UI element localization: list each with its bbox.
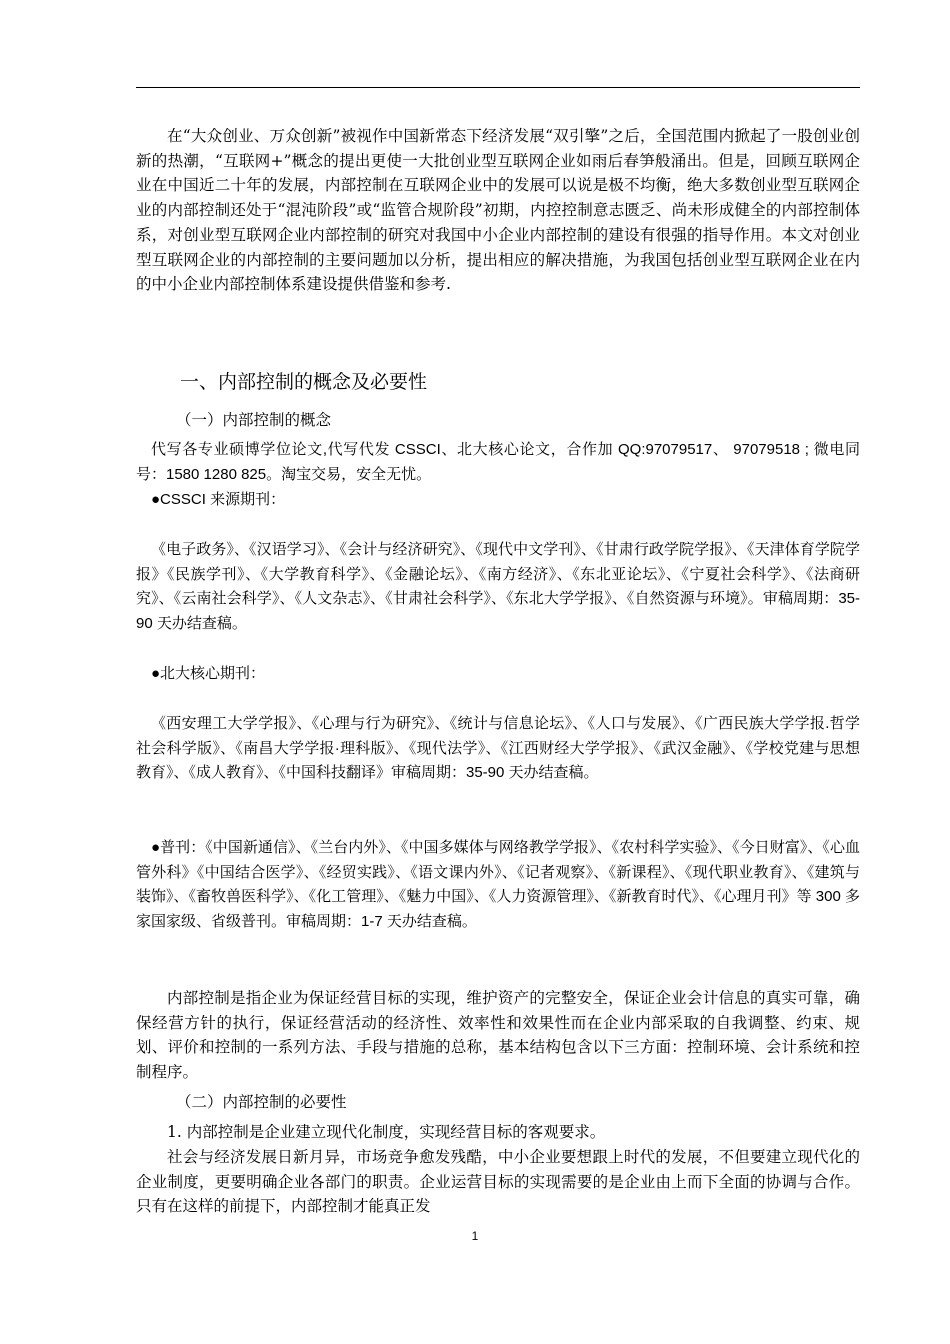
- intro-paragraph: 在“大众创业、万众创新”被视作中国新常态下经济发展“双引擎”之后，全国范围内掀起了一股创业创新的热潮，“互联网+”概念的提出更使一大批创业型互联网企业如雨后春笋般涌出。但是，回顾互联网企业在中国近二十年的发展，内部控制在互联网企业中的发展可以说是极不均衡，绝大多数创业型互联网企业的内部控制还处于“混沌阶段”或“监管合规阶段”初期，内控控制意志匮乏、尚未形成健全的内部控制体系，对创业型互联网企业内部控制的研究对我国中小企业内部控制的建设有很强的指导作用。本文对创业型互联网企业的内部控制的主要问题加以分析，提出相应的解决措施，为我国包括创业型互联网企业在内的中小企业内部控制体系建设提供借鉴和参考.: [136, 127, 860, 294]
- general-journal-list: ●普刊：《中国新通信》、《兰台内外》、《中国多媒体与网络教学学报》、《农村科学实验》、《今日财富》、《心血管外科》《中国结合医学》、《经贸实践》、《语文课内外》、《记者观察》、《新课程》、《现代职业教育》、《建筑与装饰》、《畜牧兽医科学》、《化工管理》、《魅力中国》、《人力资源管理》、《新教育时代》、《心理月刊》等 300 多家国家级、省级普刊。审稿周期：1-7 天办结查稿。: [136, 839, 860, 931]
- cssci-journal-list: 《电子政务》、《汉语学习》、《会计与经济研究》、《现代中文学刊》、《甘肃行政学院学报》、《天津体育学院学报》《民族学刊》、《大学教育科学》、《金融论坛》、《南方经济》、《东北亚论坛》、《宁夏社会科学》、《法商研究》、《云南社会科学》、《人文杂志》、《甘肃社会科学》、《东北大学学报》、《自然资源与环境》。审稿周期：35-90 天办结查稿。: [136, 541, 860, 633]
- point-1-heading: 1. 内部控制是企业建立现代化制度，实现经营目标的客观要求。: [167, 1123, 606, 1141]
- point-1-body: 社会与经济发展日新月异，市场竞争愈发残酷，中小企业要想跟上时代的发展，不但要建立现代化的企业制度，更要明确企业各部门的职责。企业运营目标的实现需要的是企业由上而下全面的协调与合作。只有在这样的前提下，内部控制才能真正发: [136, 1148, 860, 1216]
- subsection-heading-2: （二）内部控制的必要性: [176, 1093, 347, 1111]
- header-rule: [136, 87, 860, 88]
- ad-paragraph: 代写各专业硕博学位论文,代写代发 CSSCI、北大核心论文，合作加 QQ:97079517、 97079518 ; 微电同号：1580 1280 825。淘宝交易，安全无忧。: [136, 441, 860, 483]
- section-heading: 一、内部控制的概念及必要性: [180, 371, 428, 393]
- pku-journal-list: 《西安理工大学学报》、《心理与行为研究》、《统计与信息论坛》、《人口与发展》、《广西民族大学学报.哲学社会科学版》、《南昌大学学报·理科版》、《现代法学》、《江西财经大学学报》、《武汉金融》、《学校党建与思想教育》、《成人教育》、《中国科技翻译》审稿周期：35-90 天办结查稿。: [136, 715, 860, 782]
- definition-paragraph: 内部控制是指企业为保证经营目标的实现，维护资产的完整安全，保证企业会计信息的真实可靠，确保经营方针的执行，保证经营活动的经济性、效率性和效果性而在企业内部采取的自我调整、约束、规划、评价和控制的一系列方法、手段与措施的总称，基本结构包含以下三方面：控制环境、会计系统和控制程序。: [136, 989, 860, 1082]
- page-number: 1: [471, 1229, 479, 1243]
- cssci-label: ●CSSCI 来源期刊：: [151, 491, 286, 508]
- pku-label: ●北大核心期刊：: [151, 665, 266, 682]
- subsection-heading: （一）内部控制的概念: [176, 411, 332, 429]
